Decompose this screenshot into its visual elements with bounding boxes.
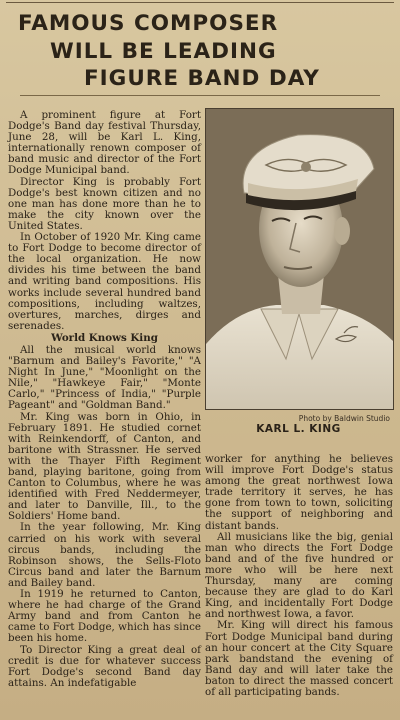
headline-line-3: FIGURE BAND DAY: [84, 66, 320, 91]
paragraph: Director King is probably Fort Dodge's best known citizen and no one man has done more than he to make the city known over the United States.: [8, 175, 201, 232]
portrait-image: [206, 109, 393, 409]
paragraph: A prominent figure at Fort Dodge's Band day festival Thursday, June 28, will be Karl L. King, internationally renown composer of band music and director of the Fort Dodge Municipal band.: [8, 109, 201, 177]
article-column-right: [205, 454, 393, 698]
photo-block: [205, 108, 392, 435]
headline-rule: [20, 95, 380, 96]
paragraph: In the year following, Mr. King carried on his work with several circus bands, including the Robinson shows, the Sells-Floto Circus band and later the Barnum and Bailey band.: [8, 521, 201, 589]
paragraph: In 1919 he returned to Canton, where he had charge of the Grand Army band and from Canton he came to Fort Dodge, which has since been his home.: [8, 588, 201, 645]
paragraph: To Director King a great deal of credit is due for whatever success Fort Dodge's second Band day attains. An indefatigable: [8, 643, 201, 689]
headline-line-1: FAMOUS COMPOSER: [18, 11, 279, 36]
portrait-photo: [205, 108, 394, 410]
subheading: World Knows King: [51, 331, 158, 344]
paragraph: worker for anything he believes will improve Fort Dodge's status among the great northwest Iowa trade territory it serves, he has gone from town to town, soliciting the support of neighboring and distant bands.: [205, 453, 393, 532]
article-column-left: [8, 110, 201, 689]
headline-line-2: WILL BE LEADING: [50, 39, 277, 64]
paragraph: All musicians like the big, genial man who directs the Fort Dodge band and of the five hundred or more who will be here next Thursday, many are coming because they are glad to do Karl King, and incidentally Fort Dodge and northwest Iowa, a favor.: [205, 530, 393, 621]
paragraph: Mr. King will direct his famous Fort Dodge Municipal band during an hour concert at the City Square park bandstand the evening of Band day and will later take the baton to direct the massed concert of all participating bands.: [205, 619, 393, 698]
paragraph: In October of 1920 Mr. King came to Fort Dodge to become director of the local organization. He now divides his time between the band and writing band compositions. His works include several hundred band compositions, including waltzes, overtures, marches, dirges and serenades.: [8, 231, 201, 332]
paragraph: All the musical world knows "Barnum and Bailey's Favorite," "A Night In June," "Moonlight on the Nile," "Hawkeye Fair," "Monte Carlo," "Princess of India," "Purple Pageant" and "Goldman Band.": [8, 343, 201, 412]
paragraph: Mr. King was born in Ohio, in February 1891. He studied cornet with Reinkendorff, of Canton, and baritone with Strassner. He served with the Thayer Fifth Regiment band, playing baritone, going from Canton to Columbus, where he was identified with Fred Neddermeyer, and later to Danville, Ill., to the Soldiers' Home band.: [8, 410, 201, 523]
photo-caption: KARL L. KING: [256, 423, 341, 436]
top-rule: [6, 2, 394, 3]
photo-credit: Photo by Baldwin Studio: [298, 414, 390, 423]
